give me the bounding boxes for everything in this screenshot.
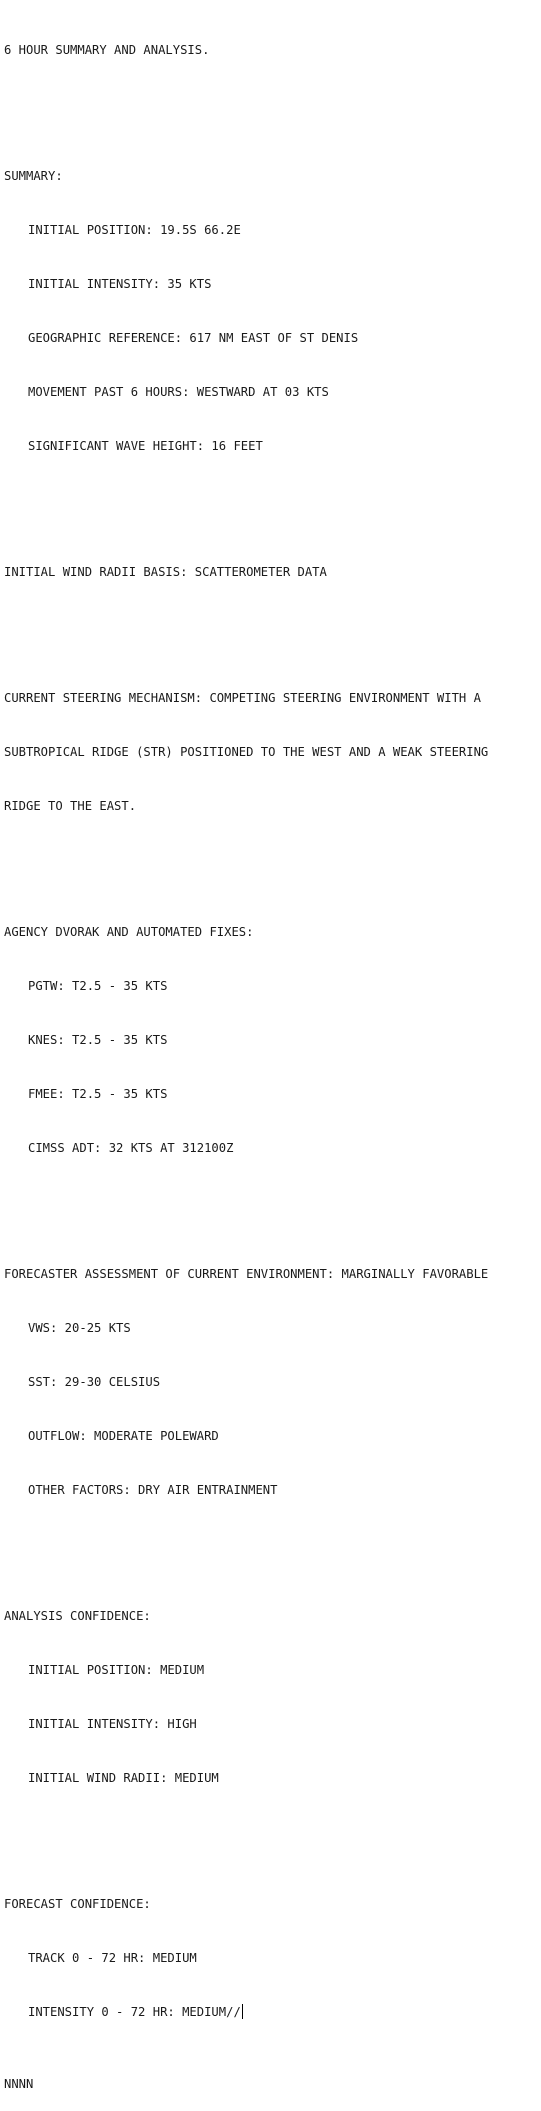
- summary-movement: MOVEMENT PAST 6 HOURS: WESTWARD AT 03 KTS: [28, 385, 329, 399]
- summary-heading: SUMMARY:: [4, 169, 63, 183]
- analysis-confidence-intensity: INITIAL INTENSITY: HIGH: [28, 1717, 197, 1731]
- dvorak-cimss-adt: CIMSS ADT: 32 KTS AT 312100Z: [28, 1141, 234, 1155]
- wind-radii-basis: INITIAL WIND RADII BASIS: SCATTEROMETER DATA: [4, 565, 327, 579]
- blank-line: [4, 1193, 540, 1211]
- analysis-confidence-position: INITIAL POSITION: MEDIUM: [28, 1663, 205, 1677]
- document-title: 6 HOUR SUMMARY AND ANALYSIS.: [4, 43, 210, 57]
- dvorak-knes: KNES: T2.5 - 35 KTS: [28, 1033, 168, 1047]
- blank-line: [4, 617, 540, 635]
- environment-vws: VWS: 20-25 KTS: [28, 1321, 131, 1335]
- analysis-confidence-wind-radii: INITIAL WIND RADII: MEDIUM: [28, 1771, 219, 1785]
- end-marker: NNNN: [4, 2077, 34, 2091]
- environment-other-factors: OTHER FACTORS: DRY AIR ENTRAINMENT: [28, 1483, 278, 1497]
- steering-line-1: CURRENT STEERING MECHANISM: COMPETING STEERING ENVIRONMENT WITH A: [4, 691, 481, 705]
- environment-outflow: OUTFLOW: MODERATE POLEWARD: [28, 1429, 219, 1443]
- forecast-confidence-intensity-row: [4, 2003, 540, 2021]
- analysis-confidence-heading: ANALYSIS CONFIDENCE:: [4, 1609, 151, 1623]
- dvorak-fmee: FMEE: T2.5 - 35 KTS: [28, 1087, 168, 1101]
- dvorak-pgtw: PGTW: T2.5 - 35 KTS: [28, 979, 168, 993]
- dvorak-heading: AGENCY DVORAK AND AUTOMATED FIXES:: [4, 925, 254, 939]
- blank-line: [4, 491, 540, 509]
- blank-line: [4, 851, 540, 869]
- summary-wave-height: SIGNIFICANT WAVE HEIGHT: 16 FEET: [28, 439, 263, 453]
- environment-heading: FORECASTER ASSESSMENT OF CURRENT ENVIRONMENT: MARGINALLY FAVORABLE: [4, 1267, 489, 1281]
- text-cursor: [242, 2004, 243, 2019]
- environment-sst: SST: 29-30 CELSIUS: [28, 1375, 161, 1389]
- summary-geographic-reference: GEOGRAPHIC REFERENCE: 617 NM EAST OF ST DENIS: [28, 331, 359, 345]
- steering-line-2: SUBTROPICAL RIDGE (STR) POSITIONED TO THE WEST AND A WEAK STEERING: [4, 745, 489, 759]
- summary-initial-intensity: INITIAL INTENSITY: 35 KTS: [28, 277, 212, 291]
- blank-line: [4, 95, 540, 113]
- forecast-confidence-track: TRACK 0 - 72 HR: MEDIUM: [28, 1951, 197, 1965]
- summary-initial-position: INITIAL POSITION: 19.5S 66.2E: [28, 223, 241, 237]
- steering-line-3: RIDGE TO THE EAST.: [4, 799, 137, 813]
- message-text-area[interactable]: [4, 5, 540, 2111]
- forecast-confidence-intensity: INTENSITY 0 - 72 HR: MEDIUM//: [28, 2005, 241, 2019]
- blank-line: [4, 1535, 540, 1553]
- forecast-confidence-heading: FORECAST CONFIDENCE:: [4, 1897, 151, 1911]
- blank-line: [4, 1823, 540, 1841]
